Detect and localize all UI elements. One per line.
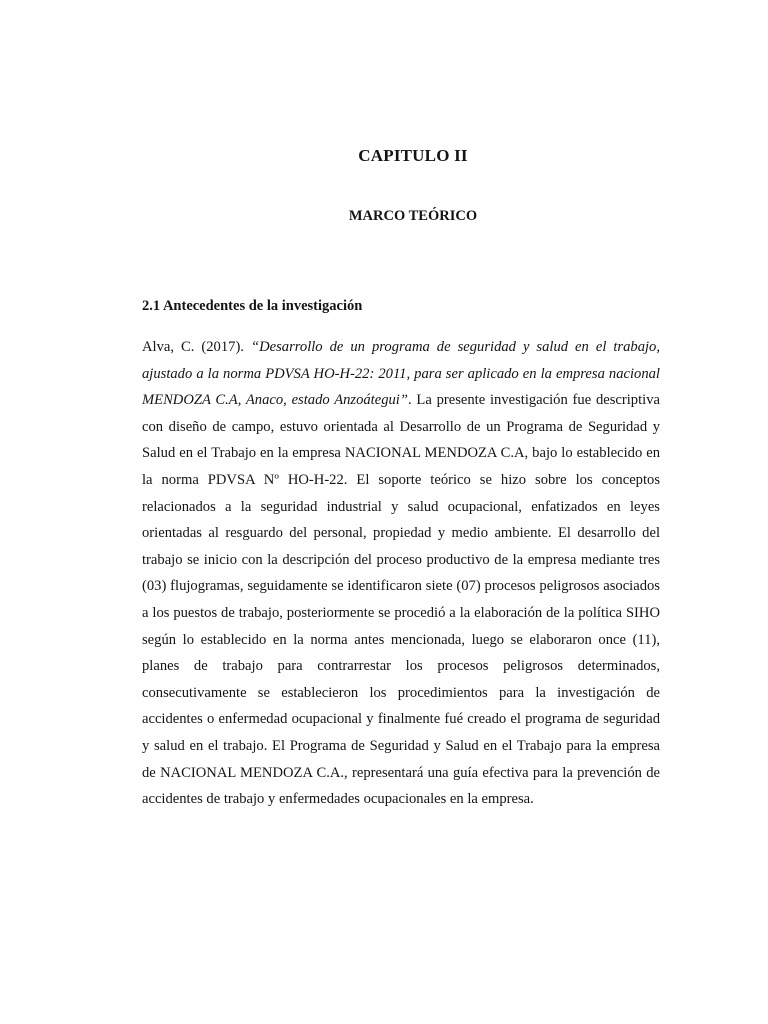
- citation-title: “Desarrollo de un programa de seguridad y salud en el trabajo, ajustado a la norma PDVSA HO-H-22: 2011, para ser aplicado en la empresa nacional MENDOZA C.A, Anaco, estado Anzoátegui”: [142, 339, 660, 409]
- chapter-title: CAPITULO II: [358, 146, 468, 165]
- paragraph-body: . La presente investigación fue descriptiva con diseño de campo, estuvo orientada al Desarrollo de un Programa de Seguridad y Salud en el Trabajo en la empresa NACIONAL MENDOZA C.A, bajo lo establecido en la norma PDVSA Nº HO-H-22. El soporte teórico se hizo sobre los conceptos relacionados a la seguridad industrial y salud ocupacional, enfatizados en leyes orientadas al resguardo del personal, propiedad y medio ambiente. El desarrollo del trabajo se inicio con la descripción del proceso productivo de la empresa mediante tres (03) flujogramas, seguidamente se identificaron siete (07) procesos peligrosos asociados a los puestos de trabajo, posteriormente se procedió a la elaboración de la política SIHO según lo establecido en la norma antes mencionada, luego se elaboraron once (11), planes de trabajo para contrarrestar los procesos peligrosos determinados, consecutivamente se establecieron los procedimientos para la investigación de accidentes o enfermedad ocupacional y finalmente fué creado el programa de seguridad y salud en el trabajo. El Programa de Seguridad y Salud en el Trabajo para la empresa de NACIONAL MENDOZA C.A., representará una guía efectiva para la prevención de accidentes de trabajo y enfermedades ocupacionales en la empresa.: [142, 392, 660, 808]
- body-paragraph: [142, 334, 660, 813]
- citation-author-year: Alva, C. (2017).: [142, 339, 251, 355]
- subsection-title: 2.1 Antecedentes de la investigación: [142, 298, 363, 314]
- section-title: MARCO TEÓRICO: [348, 208, 478, 224]
